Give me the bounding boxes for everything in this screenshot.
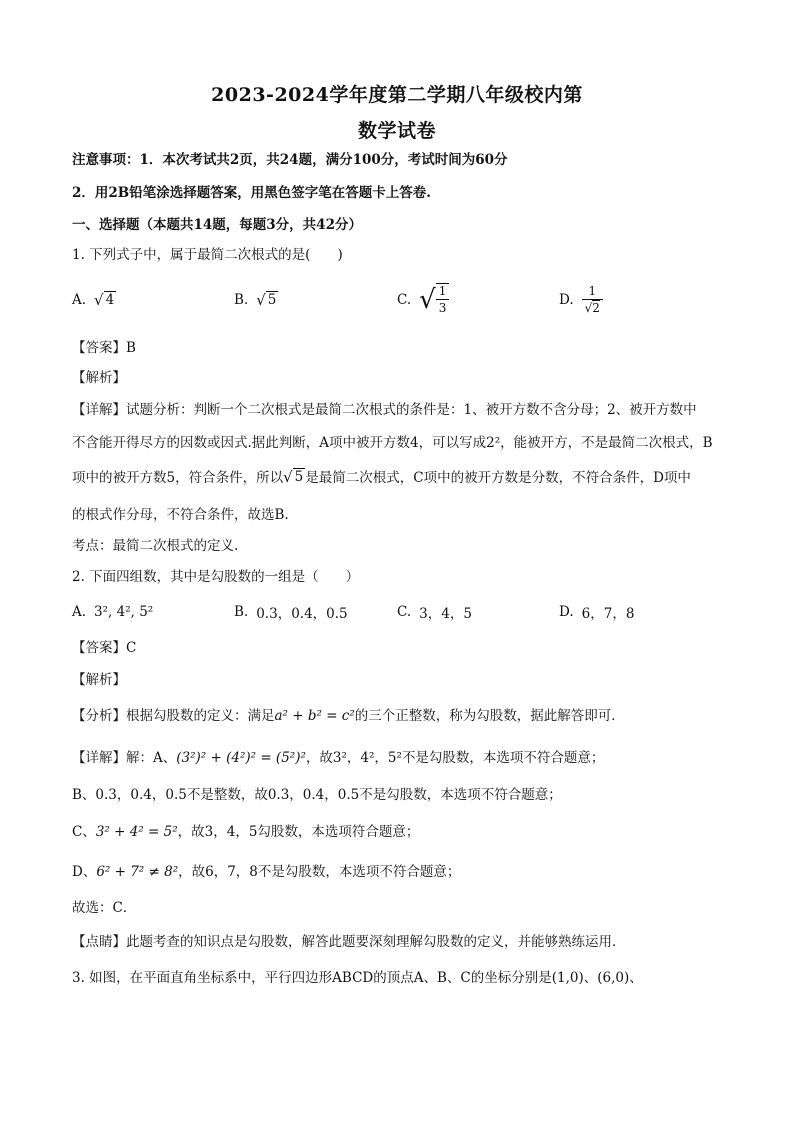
formula: a² + b² = c²: [274, 708, 355, 724]
q2-answer: 【答案】C: [72, 640, 137, 656]
radicand: 2: [592, 300, 600, 315]
formula: 6² + 7² ≠ 8²: [96, 864, 179, 880]
q2-detail-d: [72, 862, 460, 882]
q1-option-a: [72, 280, 116, 320]
q2-detail-c: [72, 822, 419, 842]
radical-sign: √: [256, 291, 266, 309]
q1-detail-2: 不含能开得尽方的因数或因式.据此判断，A项中被开方数4，可以写成2²，能被开方，不是最简二次根式，B: [72, 435, 713, 451]
q2-fenxi-part-a: 【分析】根据勾股数的定义：满足: [72, 708, 275, 724]
q2-fenxi-part-b: 的三个正整数，称为勾股数，据此解答即可．: [354, 708, 625, 724]
q2-detail-c-post: ，故3，4，5勾股数，本选项符合题意；: [177, 824, 420, 840]
option-letter: B.: [234, 292, 249, 308]
q2-dianjing: 【点睛】此题考查的知识点是勾股数，解答此题要深刻理解勾股数的定义，并能够熟练运用．: [72, 934, 626, 950]
q2-option-a: [72, 592, 153, 632]
radical-sign: √: [94, 291, 104, 309]
option-letter: D.: [559, 604, 574, 620]
sqrt-expression: [256, 291, 278, 309]
notes-line-1: 注意事项：1．本次考试共2页，共24题，满分100分，考试时间为60分: [72, 152, 508, 168]
sqrt-expression: [283, 468, 305, 486]
option-text: 3², 4², 5²: [94, 604, 154, 620]
radical-sign: √: [419, 285, 436, 315]
option-text: 0.3，0.4，0.5: [256, 606, 348, 622]
option-letter: B.: [234, 604, 249, 620]
section-heading: 一、选择题（本题共14题，每题3分，共42分）: [72, 217, 362, 233]
option-letter: C.: [397, 604, 412, 620]
q3-stem: 3. 如图，在平面直角坐标系中，平行四边形ABCD的顶点A、B、C的坐标分别是(1,0)、(6,0)、: [72, 970, 643, 986]
q2-analysis-label: 【解析】: [72, 672, 126, 688]
q1-detail-3-part-b: 是最简二次根式，C项中的被开方数是分数，不符合条件，D项中: [305, 470, 691, 486]
q1-detail-3: [72, 468, 691, 488]
q1-option-b: [234, 280, 278, 320]
option-letter: D.: [559, 292, 574, 308]
q1-answer: 【答案】B: [72, 340, 136, 356]
q1-stem: 1. 下列式子中，属于最简二次根式的是( ): [72, 247, 343, 263]
q2-option-b: [234, 592, 348, 632]
option-letter: A.: [72, 604, 87, 620]
notes-line-2: 2．用2B铅笔涂选择题答案，用黑色签字笔在答题卡上答卷.: [72, 185, 431, 201]
option-letter: A.: [72, 292, 87, 308]
q2-detail-a: [72, 748, 604, 768]
radical-sign: √: [283, 468, 293, 486]
q1-detail-3-part-a: 项中的被开方数5，符合条件，所以: [72, 470, 284, 486]
q2-detail-a-post: ，故3²，4²，5²不是勾股数，本选项不符合题意；: [305, 750, 605, 766]
q1-options: [72, 280, 732, 320]
q2-detail-b: B、0.3，0.4，0.5不是整数，故0.3，0.4，0.5不是勾股数，本选项不符合题意；: [72, 787, 562, 803]
radicand: 4: [105, 292, 115, 308]
exam-subtitle: 数学试卷: [357, 120, 436, 142]
sqrt-expression: [94, 291, 116, 309]
q2-stem: 2. 下面四组数，其中是勾股数的一组是（ ）: [72, 569, 360, 585]
option-text: 3，4，5: [419, 606, 472, 622]
radicand: 5: [267, 292, 277, 308]
fraction: [582, 284, 603, 317]
q1-analysis-label: 【解析】: [72, 370, 126, 386]
q1-option-c: [397, 280, 449, 320]
denominator: √2: [582, 299, 603, 317]
q2-detail-d-post: ，故6，7，8不是勾股数，本选项不符合题意；: [178, 864, 461, 880]
q2-option-c: [397, 592, 472, 632]
exam-title: 2023-2024学年度第二学期八年级校内第: [211, 84, 583, 106]
q2-options: [72, 592, 732, 632]
q1-point: 考点：最简二次根式的定义.: [72, 538, 239, 554]
option-letter: C.: [397, 292, 412, 308]
q2-detail-c-pre: C、: [72, 824, 96, 840]
numerator: 1: [588, 283, 597, 298]
radicand: 5: [294, 469, 304, 485]
q2-detail-d-pre: D、: [72, 864, 97, 880]
option-text: 6，7，8: [581, 606, 635, 622]
q2-detail-a-pre: 【详解】解：A、: [72, 750, 177, 766]
formula: (3²)² + (4²)² = (5²)²: [176, 750, 306, 766]
q2-choose: 故选：C．: [72, 900, 137, 916]
formula: 3² + 4² = 5²: [95, 824, 178, 840]
sqrt-fraction: [419, 283, 449, 317]
q1-detail-1: 【详解】试题分析：判断一个二次根式是最简二次根式的条件是：1、被开方数不含分母；2、被开方数中: [72, 402, 697, 418]
q2-option-d: [559, 592, 634, 632]
q1-option-d: [559, 280, 603, 320]
fraction: [436, 283, 450, 317]
denominator: 3: [436, 299, 450, 317]
q2-fenxi: [72, 706, 625, 726]
q1-detail-4: 的根式作分母，不符合条件，故选B.: [72, 507, 289, 523]
numerator: 1: [438, 284, 447, 298]
